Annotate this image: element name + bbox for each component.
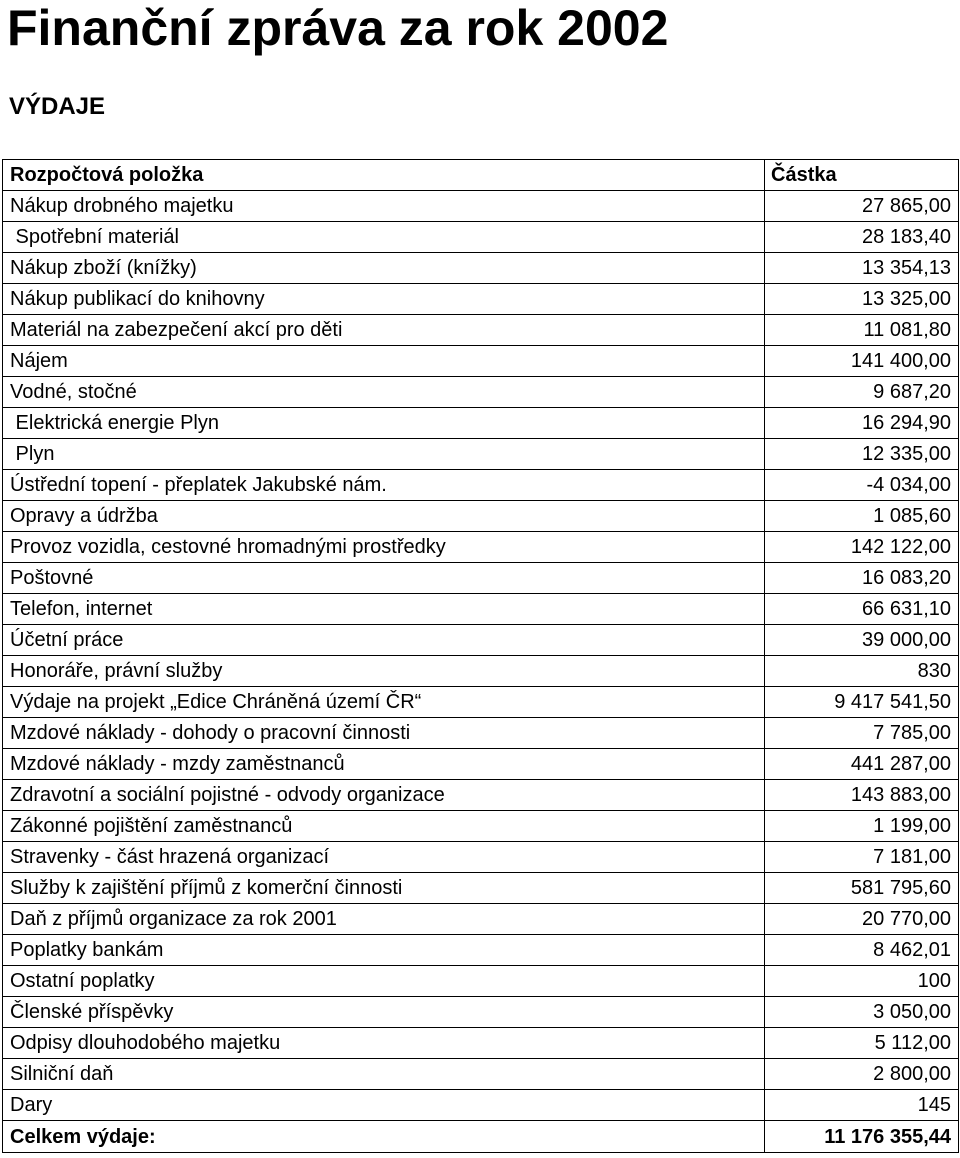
row-amount: 581 795,60 [765, 873, 959, 904]
row-item-label: Výdaje na projekt „Edice Chráněná území ČR“ [3, 687, 765, 718]
total-row [3, 1121, 959, 1153]
row-amount: 7 785,00 [765, 718, 959, 749]
row-amount: 39 000,00 [765, 625, 959, 656]
page-title: Finanční zpráva za rok 2002 [7, 0, 669, 56]
table-row [3, 1090, 959, 1121]
table-body [3, 191, 959, 1121]
row-amount: 9 687,20 [765, 377, 959, 408]
table-row [3, 904, 959, 935]
row-item-label: Nákup zboží (knížky) [3, 253, 765, 284]
row-item-label: Vodné, stočné [3, 377, 765, 408]
table-row [3, 532, 959, 563]
row-item-label: Poštovné [3, 563, 765, 594]
row-item-label: Daň z příjmů organizace za rok 2001 [3, 904, 765, 935]
table-row [3, 718, 959, 749]
table-row [3, 501, 959, 532]
row-amount: 13 325,00 [765, 284, 959, 315]
table-row [3, 687, 959, 718]
row-amount: 1 199,00 [765, 811, 959, 842]
expenses-table [2, 159, 959, 1153]
table-row [3, 408, 959, 439]
row-item-label: Účetní práce [3, 625, 765, 656]
row-amount: 830 [765, 656, 959, 687]
row-item-label: Provoz vozidla, cestovné hromadnými prostředky [3, 532, 765, 563]
row-item-label: Služby k zajištění příjmů z komerční činnosti [3, 873, 765, 904]
table-row [3, 377, 959, 408]
row-amount: 141 400,00 [765, 346, 959, 377]
row-amount: 9 417 541,50 [765, 687, 959, 718]
table-row [3, 997, 959, 1028]
row-amount: 11 081,80 [765, 315, 959, 346]
table-row [3, 439, 959, 470]
table-row [3, 656, 959, 687]
row-item-label: Spotřební materiál [3, 222, 765, 253]
row-amount: 1 085,60 [765, 501, 959, 532]
row-amount: 2 800,00 [765, 1059, 959, 1090]
table-row [3, 625, 959, 656]
row-item-label: Mzdové náklady - dohody o pracovní činnosti [3, 718, 765, 749]
row-item-label: Poplatky bankám [3, 935, 765, 966]
table-row [3, 780, 959, 811]
row-amount: 100 [765, 966, 959, 997]
section-title: VÝDAJE [9, 93, 106, 120]
table-row [3, 563, 959, 594]
row-item-label: Odpisy dlouhodobého majetku [3, 1028, 765, 1059]
row-item-label: Honoráře, právní služby [3, 656, 765, 687]
table-row [3, 315, 959, 346]
row-item-label: Plyn [3, 439, 765, 470]
table-row [3, 191, 959, 222]
total-label: Celkem výdaje: [3, 1121, 765, 1153]
row-item-label: Ostatní poplatky [3, 966, 765, 997]
row-item-label: Nájem [3, 346, 765, 377]
row-item-label: Zákonné pojištění zaměstnanců [3, 811, 765, 842]
row-item-label: Silniční daň [3, 1059, 765, 1090]
table-row [3, 470, 959, 501]
row-amount: 7 181,00 [765, 842, 959, 873]
table-row [3, 222, 959, 253]
row-amount: -4 034,00 [765, 470, 959, 501]
row-amount: 143 883,00 [765, 780, 959, 811]
row-item-label: Nákup publikací do knihovny [3, 284, 765, 315]
row-amount: 5 112,00 [765, 1028, 959, 1059]
table-row [3, 284, 959, 315]
row-item-label: Elektrická energie Plyn [3, 408, 765, 439]
column-header-amount: Částka [765, 160, 959, 191]
row-amount: 145 [765, 1090, 959, 1121]
table-row [3, 749, 959, 780]
row-item-label: Dary [3, 1090, 765, 1121]
row-item-label: Ústřední topení - přeplatek Jakubské nám. [3, 470, 765, 501]
table-row [3, 935, 959, 966]
row-amount: 8 462,01 [765, 935, 959, 966]
row-amount: 3 050,00 [765, 997, 959, 1028]
row-amount: 66 631,10 [765, 594, 959, 625]
table-row [3, 253, 959, 284]
row-amount: 27 865,00 [765, 191, 959, 222]
row-amount: 12 335,00 [765, 439, 959, 470]
table-row [3, 811, 959, 842]
row-item-label: Členské příspěvky [3, 997, 765, 1028]
table-row [3, 346, 959, 377]
total-amount: 11 176 355,44 [765, 1121, 959, 1153]
row-item-label: Materiál na zabezpečení akcí pro děti [3, 315, 765, 346]
row-amount: 28 183,40 [765, 222, 959, 253]
table-row [3, 594, 959, 625]
row-item-label: Nákup drobného majetku [3, 191, 765, 222]
column-header-item: Rozpočtová položka [3, 160, 765, 191]
row-amount: 13 354,13 [765, 253, 959, 284]
row-item-label: Telefon, internet [3, 594, 765, 625]
table-row [3, 842, 959, 873]
table-row [3, 966, 959, 997]
row-amount: 142 122,00 [765, 532, 959, 563]
row-item-label: Mzdové náklady - mzdy zaměstnanců [3, 749, 765, 780]
row-amount: 16 294,90 [765, 408, 959, 439]
row-item-label: Zdravotní a sociální pojistné - odvody organizace [3, 780, 765, 811]
row-item-label: Stravenky - část hrazená organizací [3, 842, 765, 873]
row-amount: 16 083,20 [765, 563, 959, 594]
table-row [3, 1059, 959, 1090]
table-row [3, 1028, 959, 1059]
table-row [3, 873, 959, 904]
table-header-row [3, 160, 959, 191]
row-amount: 441 287,00 [765, 749, 959, 780]
row-amount: 20 770,00 [765, 904, 959, 935]
row-item-label: Opravy a údržba [3, 501, 765, 532]
